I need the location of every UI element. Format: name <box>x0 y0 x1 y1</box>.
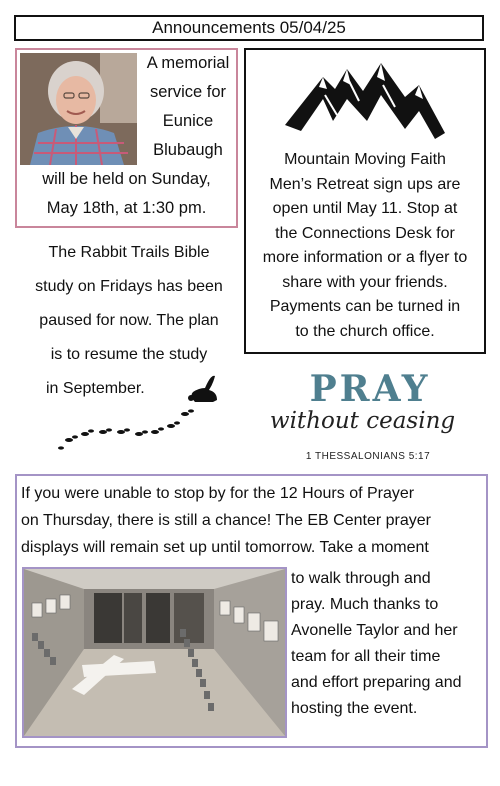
memorial-line-5: will be held on Sunday, <box>42 170 211 188</box>
prayer-line-2: on Thursday, there is still a chance! The EB Center prayer <box>21 512 431 529</box>
pray-word: PRAY <box>309 368 431 410</box>
prayer-right-line-4: team for all their time <box>291 648 441 665</box>
retreat-line-2: Men’s Retreat sign ups are <box>269 175 461 193</box>
verse-reference: 1 THESSALONIANS 5:17 <box>305 451 431 462</box>
prayer-right-line-1: to walk through and <box>291 570 431 587</box>
without-ceasing-text: without ceasing <box>269 408 456 434</box>
prayer-right-line-6: hosting the event. <box>291 700 418 717</box>
retreat-line-5: more information or a flyer to <box>262 249 468 266</box>
memorial-line-6: May 18th, at 1:30 pm. <box>46 199 207 217</box>
prayer-right-line-2: pray. Much thanks to <box>291 596 439 613</box>
retreat-line-4: the Connections Desk for <box>275 224 455 242</box>
rabbit-line-5: in September. <box>46 380 145 397</box>
prayer-right-line-3: Avonelle Taylor and her <box>291 622 458 639</box>
prayer-right-line-5: and effort preparing and <box>291 674 462 691</box>
memorial-line-1: A memorial <box>146 54 230 72</box>
rabbit-line-2: study on Fridays has been <box>35 278 223 295</box>
prayer-line-3: displays will remain set up until tomorrow. Take a moment <box>21 539 429 556</box>
memorial-line-3: Eunice <box>162 112 214 130</box>
prayer-room-photo <box>22 567 287 738</box>
rabbit-line-3: paused for now. The plan <box>39 312 219 329</box>
rabbit-line-4: is to resume the study <box>50 346 208 363</box>
retreat-line-6: share with your friends. <box>282 273 448 291</box>
memorial-photo <box>20 53 137 165</box>
retreat-line-1: Mountain Moving Faith <box>284 151 446 168</box>
mountain-icon <box>285 55 445 145</box>
rabbit-line-1: The Rabbit Trails Bible <box>48 244 210 261</box>
retreat-line-7: Payments can be turned in <box>269 298 461 315</box>
retreat-text <box>247 148 483 344</box>
rabbit-trail-icon <box>55 370 225 465</box>
page-title: Announcements 05/04/25 <box>14 15 484 41</box>
prayer-line-1: If you were unable to stop by for the 12 Hours of Prayer <box>21 485 415 502</box>
portrait-photo <box>20 53 137 165</box>
memorial-line-2: service for <box>149 83 227 101</box>
retreat-line-8: to the church office. <box>295 322 435 340</box>
retreat-line-3: open until May 11. Stop at <box>272 200 458 217</box>
prayer-text-top <box>21 480 486 561</box>
prayer-text-right <box>291 566 489 722</box>
memorial-line-4: Blubaugh <box>153 141 223 159</box>
